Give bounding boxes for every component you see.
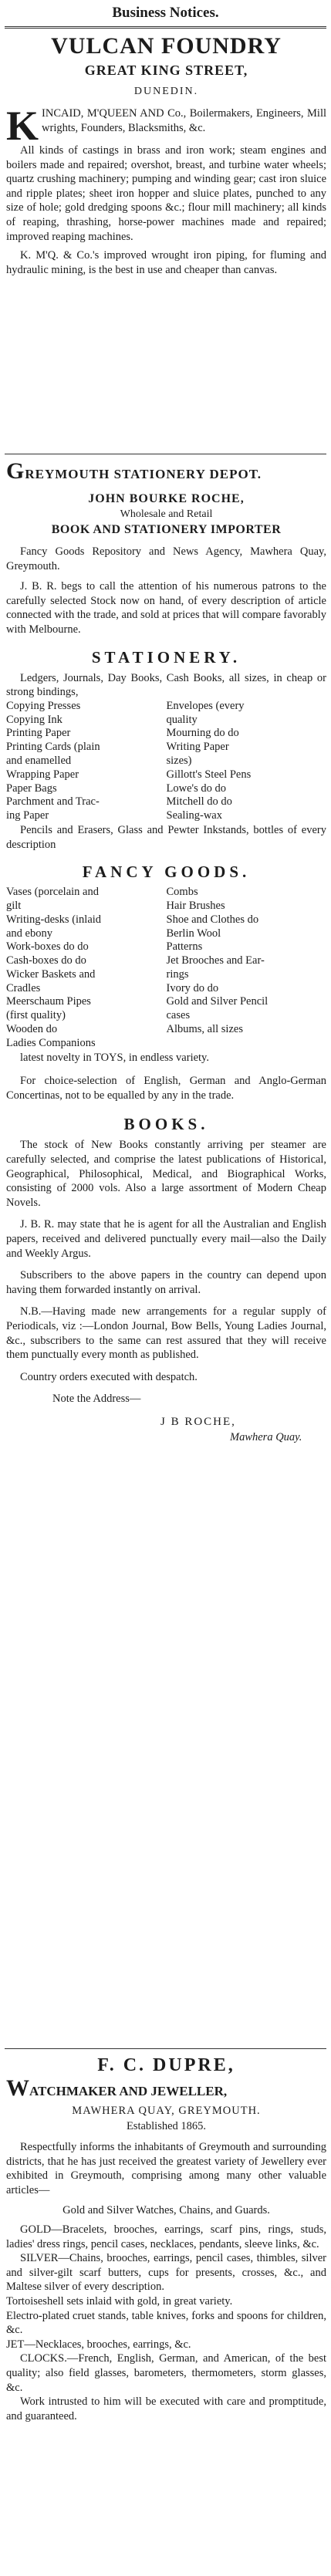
list-row [6,714,326,728]
depot-title: REYMOUTH STATIONERY DEPOT. [25,467,262,481]
owner-name: JOHN BOURKE ROCHE, [88,492,245,505]
list-row [6,995,326,1009]
list-row [6,940,326,954]
list-row [6,741,326,755]
drop-cap-letter: K [6,103,39,149]
depot-title-line [6,460,326,486]
list-item-right: Mitchell do do [166,795,232,809]
list-item-left: Printing Paper [6,727,71,740]
dupre-trade-line [6,2077,326,2103]
clocks-line: CLOCKS.—French, English, German, and American, of the best quality; also field glasses, barometers, thermometers, storm glasses, &c. [6,2352,326,2394]
advert-intro: INCAID, M'QUEEN AND Co., Boilermakers, Engineers, Mill wrights, Founders, Blacksmiths, &c. [42,107,326,134]
list-item-right: Gold and Silver Pencil [166,995,269,1008]
advert-street: GREAT KING STREET, [84,62,248,78]
list-row [6,1023,326,1037]
list-item-left: Wooden do [6,1023,58,1036]
trade-type: Wholesale and Retail [120,508,213,520]
list-item-right: Mourning do do [166,727,239,740]
list-item-left: Parchment and Trac- [6,795,100,809]
dupre-advert [6,2054,326,2423]
stationery-heading: STATIONERY. [91,647,241,667]
jet-line: JET—Necklaces, brooches, earrings, &c. [6,2338,191,2351]
drop-cap-letter: G [6,458,25,484]
list-item-left: Copying Presses [6,699,81,712]
list-item-left: Paper Bags [6,782,57,795]
list-item-left: Printing Cards (plain [6,741,100,754]
signature-name: J B ROCHE, [160,1415,236,1428]
list-item-right: Albums, all sizes [166,1023,243,1036]
ledgers-line: Ledgers, Journals, Day Books, Cash Books, all sizes, in cheap or strong bindings, [6,671,326,699]
closing-line: Work intrusted to him will be executed with care and promptitude, and guaranteed. [6,2395,326,2422]
list-item-right: Jet Brooches and Ear- [166,954,265,967]
toys-line: latest novelty in TOYS, in endless variety. [20,1051,209,1064]
list-item-left: Copying Ink [6,713,62,726]
divider [5,26,326,31]
list-row [6,954,326,968]
list-item-left: ing Paper [6,809,49,822]
country-orders: Country orders executed with despatch. [20,1370,198,1383]
dupre-established: Established 1865. [126,2120,207,2132]
advert-title: VULCAN FOUNDRY [51,33,282,59]
list-item-right: Patterns [166,940,203,954]
list-item-left: Vases (porcelain and [6,886,99,899]
list-item-left: Wrapping Paper [6,768,79,781]
dupre-trade: ATCHMAKER AND JEWELLER, [29,2084,228,2098]
list-item-left: and ebony [6,927,52,940]
list-row [6,727,326,741]
list-row [6,1037,326,1051]
list-item-left: (first quality) [6,1009,66,1022]
list-item-left: Cradles [6,981,41,994]
list-item-right: Berlin Wool [166,927,221,940]
trade-line: BOOK AND STATIONERY IMPORTER [51,523,282,536]
list-item-left: Cash-boxes do do [6,954,86,967]
list-item-left: gilt [6,899,22,912]
list-row [6,982,326,996]
list-row [6,886,326,900]
advert-piping: K. M'Q. & Co.'s improved wrought iron piping, for fluming and hydraulic mining, is the best in use and cheaper than canvas. [6,249,326,276]
list-row [6,755,326,768]
stationery-list [6,700,326,823]
electro-line: Electro-plated cruet stands, table knives, forks and spoons for children, &c. [6,2309,326,2337]
list-item-right: Shoe and Clothes do [166,913,259,926]
agent-paragraph: J. B. R. may state that he is agent for all the Australian and English papers, received and delivered punctually every mail—also the Daily and Weekly Argus. [6,1218,326,1260]
advert-city: DUNEDIN. [133,86,199,97]
list-item-right: Envelopes (every [166,699,245,712]
list-row [6,927,326,941]
fancy-goods-heading: FANCY GOODS. [82,863,251,882]
list-item-right: Gillott's Steel Pens [166,768,252,781]
dupre-intro: Respectfully informs the inhabitants of Greymouth and surrounding districts, that he has just received the greatest variety of Jewellery ever exhibited in Greymouth, comprising among many other valuable articles— [6,2141,326,2196]
list-row [6,968,326,982]
dupre-address: MAWHERA QUAY, GREYMOUTH. [72,2105,261,2117]
list-row [6,795,326,809]
depot-notice: J. B. R. begs to call the attention of his numerous patrons to the carefully selected Stock now on hand, of every description of article connected with the trade, and sold at prices that will compare favorably with Melbourne. [6,580,326,636]
list-item-left: Work-boxes do do [6,940,89,954]
list-row [6,913,326,927]
pencils-line: Pencils and Erasers, Glass and Pewter Inkstands, bottles of every description [6,823,326,851]
list-item-right: quality [166,713,198,726]
list-item-right: cases [166,1009,191,1022]
list-item-right: Sealing-wax [166,809,222,822]
tortoiseshell-line: Tortoiseshell sets inlaid with gold, in great variety. [6,2294,233,2308]
stationery-depot-advert [6,460,326,1445]
nb-paragraph: N.B.—Having made new arrangements for a regular supply of Periodicals, viz :—London Journal, Bow Bells, Young Ladies Journal, &c., subscribers to the same can rest assured that they will receive them punctually every month as published. [6,1305,326,1362]
list-row [6,768,326,782]
books-paragraph: The stock of New Books constantly arriving per steamer are carefully selected, and comprise the latest publications of Historical, Geographical, Philosophical, Medical, and Biographical Works, consisting of 2000 vols. Also a large assortment of Modern Cheap Novels. [6,1139,326,1209]
gold-list: GOLD—Bracelets, brooches, earrings, scarf pins, rings, studs, ladies' dress rings, pencil cases, necklaces, pendants, sleeve links, &c. [6,2223,326,2250]
list-row [6,700,326,714]
list-item-right: rings [166,967,189,981]
list-item-right: Ivory do do [166,981,219,994]
silver-list: SILVER—Chains, brooches, earrings, pencil cases, thimbles, silver and silver-gilt scarf butters, cups for presents, crosses, &c., and Maltese silver of every description. [6,2252,326,2294]
gold-silver-watches: Gold and Silver Watches, Chains, and Guards. [62,2204,270,2217]
list-item-left: Writing-desks (inlaid [6,913,102,926]
list-row [6,1009,326,1023]
list-item-left: Ladies Companions [6,1036,96,1049]
list-item-right: Lowe's do do [166,782,227,795]
note-address: Note the Address— [52,1393,141,1406]
page-header: Business Notices. [112,5,219,21]
fancy-repository: Fancy Goods Repository and News Agency, Mawhera Quay, Greymouth. [6,545,326,572]
vulcan-foundry-advert [6,32,326,277]
list-item-left: and enamelled [6,754,72,767]
list-item-right: Combs [166,886,198,899]
concertinas-line: For choice-selection of English, German and Anglo-German Concertinas, not to be equalled by any in the trade. [6,1075,326,1102]
list-item-left: Meerschaum Pipes [6,995,91,1008]
list-item-right: sizes) [166,754,192,767]
dupre-title: F. C. DUPRE, [97,2055,235,2075]
drop-cap-letter: W [6,2075,29,2101]
advert-body: All kinds of castings in brass and iron work; steam engines and boilers made and repaired; overshot, breast, and turbine water wheels; quartz crushing machinery; pumping and winding gear; cast iron sluice and ripple plates; sheet iron hopper and sluice plates, punched to any size of hole; gold dredging spoons &c.; flour mill machinery; all kinds of reaping, thrashing, horse-power machines made and repaired; improved reaping machines. [6,144,326,243]
signature-place: Mawhera Quay. [230,1430,302,1443]
list-item-right: Hair Brushes [166,899,225,912]
list-row [6,809,326,823]
divider [5,2048,326,2049]
list-row [6,900,326,913]
list-item-right: Writing Paper [166,741,229,754]
list-item-right [167,1037,327,1051]
books-heading: BOOKS. [123,1115,209,1134]
subscribers-paragraph: Subscribers to the above papers in the country can depend upon having them forwarded instantly on arrival. [6,1269,326,1296]
list-item-left: Wicker Baskets and [6,967,96,981]
fancy-goods-list [6,886,326,1051]
list-row [6,782,326,796]
